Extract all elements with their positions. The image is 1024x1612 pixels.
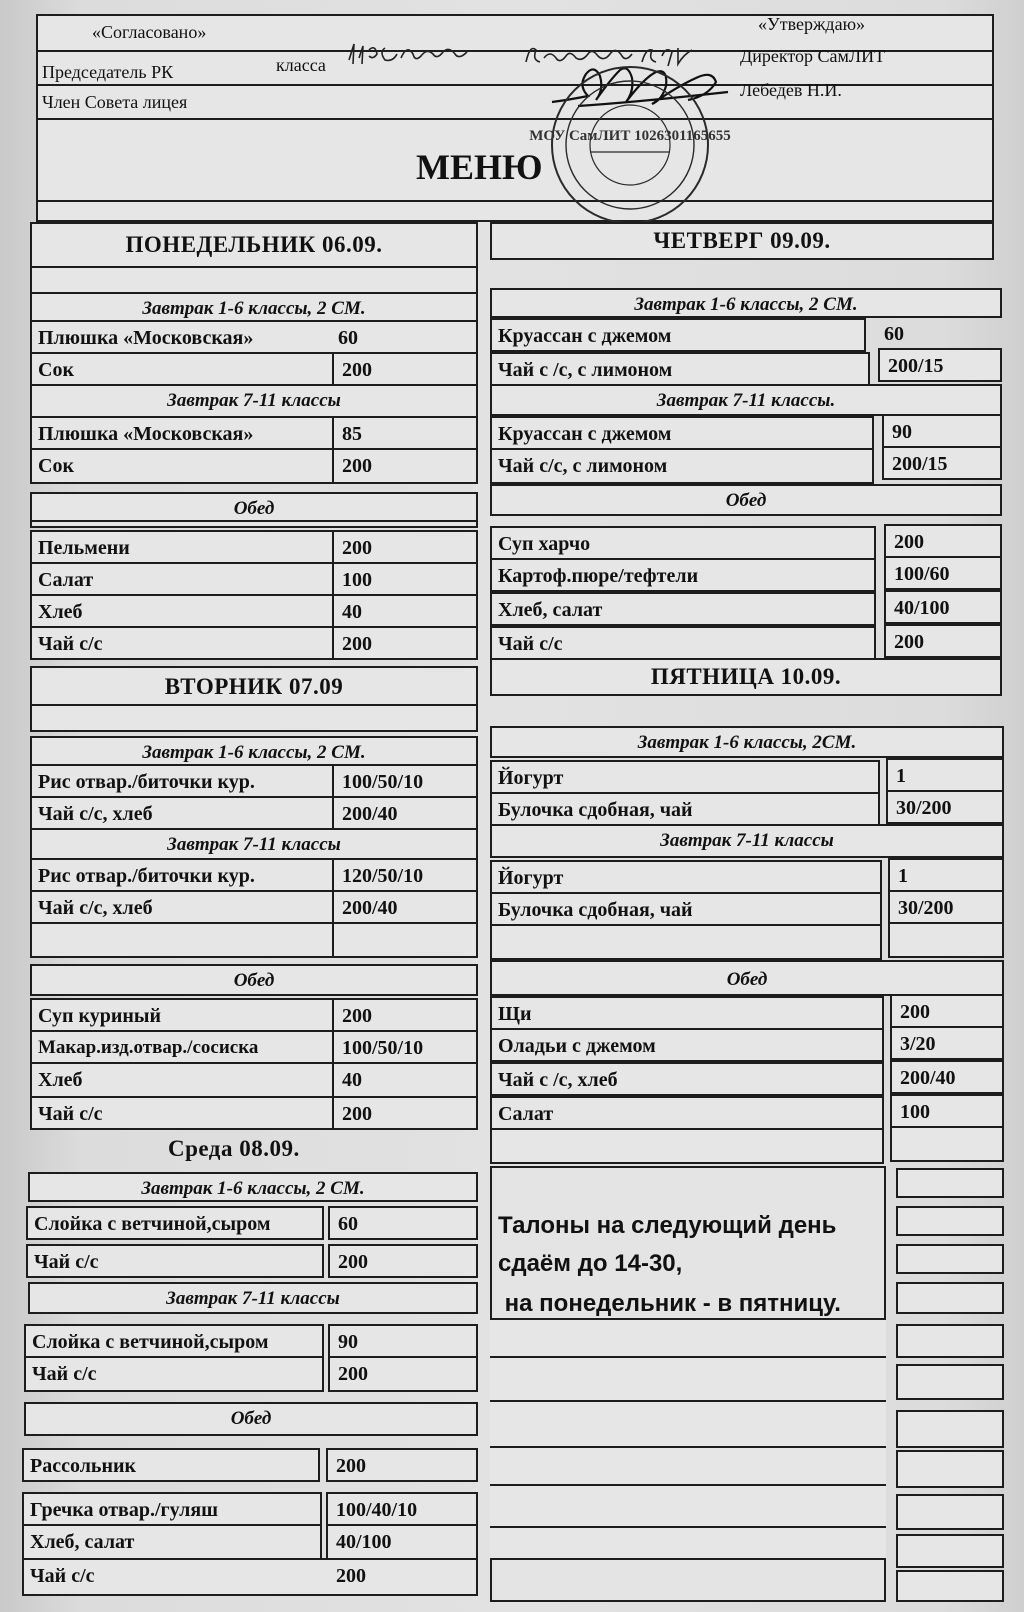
page-title: МЕНЮ xyxy=(416,147,543,187)
tuesday-breakfast1-item: Рис отвар./биточки кур. xyxy=(30,764,334,798)
tuesday-lunch-item: Хлеб xyxy=(30,1062,334,1098)
monday-breakfast2-value: 85 xyxy=(332,416,478,450)
tuesday-lunch-value: 40 xyxy=(332,1062,478,1098)
tuesday-empty-cell xyxy=(30,922,334,958)
friday-breakfast1-item: Йогурт xyxy=(490,760,880,794)
monday-breakfast1-item: Сок xyxy=(30,352,334,386)
wednesday-lunch-value: 200 xyxy=(326,1448,478,1482)
friday-lunch-value: 100 xyxy=(890,1094,1004,1128)
wednesday-lunch-value: 100/40/10 xyxy=(326,1492,478,1526)
thursday-lunch-label: Обед xyxy=(490,484,1002,516)
tuesday-lunch-value: 100/50/10 xyxy=(332,1030,478,1064)
wednesday-lunch-value: 200 xyxy=(336,1565,366,1587)
thursday-breakfast1-item: Чай с /с, с лимоном xyxy=(490,352,870,386)
tuesday-breakfast1-value: 200/40 xyxy=(332,796,478,830)
friday-lunch-item: Чай с /с, хлеб xyxy=(490,1062,884,1096)
class-label: класса xyxy=(276,55,326,75)
approve-label: «Утверждаю» xyxy=(758,14,866,34)
thursday-lunch-item: Картоф.пюре/тефтели xyxy=(490,558,876,592)
empty-cell xyxy=(896,1244,1004,1274)
tuesday-breakfast1-item: Чай с/с, хлеб xyxy=(30,796,334,830)
agreed-label: «Согласовано» xyxy=(92,22,207,42)
monday-lunch-value: 200 xyxy=(332,626,478,660)
friday-breakfast1-value: 1 xyxy=(886,758,1004,792)
empty-cell xyxy=(896,1206,1004,1236)
notice-line-3: на понедельник - в пятницу. xyxy=(498,1290,841,1317)
wednesday-breakfast2-item: Слойка с ветчиной,сыром xyxy=(24,1324,324,1358)
tuesday-lunch-value: 200 xyxy=(332,1096,478,1130)
tuesday-lunch-item: Макар.изд.отвар./сосиска xyxy=(30,1030,334,1064)
tuesday-title: ВТОРНИК 07.09 xyxy=(30,666,478,706)
director-label: Директор СамЛИТ xyxy=(740,46,886,66)
thursday-lunch-item: Суп харчо xyxy=(490,526,876,560)
monday-breakfast2-item: Сок xyxy=(30,448,334,484)
thursday-lunch-item: Хлеб, салат xyxy=(490,592,876,626)
tuesday-breakfast1-value: 100/50/10 xyxy=(332,764,478,798)
tuesday-breakfast1-label: Завтрак 1-6 классы, 2 СМ. xyxy=(30,736,478,766)
thursday-breakfast2-item: Круассан с джемом xyxy=(490,416,874,450)
thursday-breakfast1-value: 60 xyxy=(884,323,904,345)
council-member-label: Член Совета лицея xyxy=(42,92,188,112)
friday-lunch-value: 3/20 xyxy=(890,1026,1004,1060)
wednesday-breakfast2-value: 200 xyxy=(328,1356,478,1392)
notice-empty-row xyxy=(490,1484,886,1528)
empty-cell xyxy=(896,1494,1004,1530)
monday-breakfast2-value: 200 xyxy=(332,448,478,484)
friday-lunch-value: 200 xyxy=(890,994,1004,1028)
friday-breakfast2-label: Завтрак 7-11 классы xyxy=(490,824,1004,858)
thursday-breakfast2-label: Завтрак 7-11 классы. xyxy=(490,384,1002,416)
friday-breakfast2-item: Йогурт xyxy=(490,860,882,894)
empty-cell xyxy=(896,1282,1004,1314)
notice-empty-row xyxy=(490,1446,886,1486)
empty-cell xyxy=(896,1410,1004,1448)
monday-breakfast2-item: Плюшка «Московская» xyxy=(30,416,334,450)
monday-lunch-item: Хлеб xyxy=(30,594,334,628)
empty-cell xyxy=(896,1324,1004,1358)
monday-spacer xyxy=(30,266,478,294)
wednesday-breakfast2-label: Завтрак 7-11 классы xyxy=(28,1282,478,1314)
thursday-title: ЧЕТВЕРГ 09.09. xyxy=(490,222,994,260)
tuesday-breakfast2-value: 200/40 xyxy=(332,890,478,924)
monday-breakfast2-label: Завтрак 7-11 классы xyxy=(30,384,478,418)
wednesday-lunch-item: Чай с/с xyxy=(30,1565,95,1587)
friday-lunch-item: Оладьи с джемом xyxy=(490,1028,884,1062)
handwritten-class-name xyxy=(345,40,475,70)
wednesday-lunch-item: Хлеб, салат xyxy=(22,1524,322,1560)
tuesday-spacer xyxy=(30,704,478,732)
monday-lunch-spacer xyxy=(30,520,478,528)
thursday-lunch-value: 200 xyxy=(884,624,1002,658)
thursday-lunch-value: 200 xyxy=(884,524,1002,558)
tuesday-breakfast2-item: Рис отвар./биточки кур. xyxy=(30,858,334,892)
friday-lunch-item: Щи xyxy=(490,996,884,1030)
monday-lunch-value: 40 xyxy=(332,594,478,628)
thursday-lunch-item: Чай с/с xyxy=(490,626,876,660)
friday-breakfast1-label: Завтрак 1-6 классы, 2СМ. xyxy=(490,726,1004,758)
empty-cell xyxy=(896,1168,1004,1198)
thursday-breakfast2-item: Чай с/с, с лимоном xyxy=(490,448,874,484)
tuesday-breakfast2-value: 120/50/10 xyxy=(332,858,478,892)
stamp-text: МОУ СамЛИТ 1026301165655 xyxy=(529,128,731,144)
notice-line-1: Талоны на следующий день xyxy=(498,1212,837,1239)
friday-breakfast1-value: 30/200 xyxy=(886,790,1004,824)
chairman-label: Председатель РК xyxy=(42,62,174,82)
friday-title: ПЯТНИЦА 10.09. xyxy=(490,658,1002,696)
monday-lunch-value: 200 xyxy=(332,530,478,564)
wednesday-lunch-value: 40/100 xyxy=(326,1524,478,1560)
friday-breakfast2-item: Булочка сдобная, чай xyxy=(490,892,882,926)
thursday-breakfast1-label: Завтрак 1-6 классы, 2 СМ. xyxy=(490,288,1002,318)
monday-lunch-item: Чай с/с xyxy=(30,626,334,660)
friday-empty-cell xyxy=(890,1126,1004,1162)
monday-lunch-item: Салат xyxy=(30,562,334,596)
thursday-breakfast1-item: Круассан с джемом xyxy=(490,318,866,352)
notice-empty-row xyxy=(490,1400,886,1448)
wednesday-title: Среда 08.09. xyxy=(168,1136,300,1161)
friday-breakfast2-value: 1 xyxy=(888,858,1004,892)
header-row-5 xyxy=(36,200,994,222)
wednesday-breakfast2-value: 90 xyxy=(328,1324,478,1358)
tuesday-breakfast2-label: Завтрак 7-11 классы xyxy=(30,828,478,860)
friday-lunch-label: Обед xyxy=(490,960,1004,996)
friday-empty-cell xyxy=(888,922,1004,958)
thursday-lunch-value: 40/100 xyxy=(884,590,1002,624)
empty-cell xyxy=(896,1364,1004,1400)
friday-lunch-item: Салат xyxy=(490,1096,884,1130)
thursday-breakfast1-value: 200/15 xyxy=(878,348,1002,382)
monday-breakfast1-item: Плюшка «Московская» xyxy=(30,320,478,354)
monday-lunch-value: 100 xyxy=(332,562,478,596)
monday-breakfast1-value: 200 xyxy=(332,352,478,386)
monday-title: ПОНЕДЕЛЬНИК 06.09. xyxy=(30,222,478,268)
wednesday-breakfast1-item: Чай с/с xyxy=(26,1244,324,1278)
empty-cell xyxy=(896,1450,1004,1488)
director-name: Лебедев Н.И. xyxy=(740,80,842,100)
wednesday-breakfast1-value: 60 xyxy=(328,1206,478,1240)
monday-breakfast1-label: Завтрак 1-6 классы, 2 СМ. xyxy=(30,292,478,322)
notice-empty-row xyxy=(490,1356,886,1402)
tuesday-lunch-value: 200 xyxy=(332,998,478,1032)
tuesday-breakfast2-item: Чай с/с, хлеб xyxy=(30,890,334,924)
tuesday-lunch-label: Обед xyxy=(30,964,478,996)
empty-cell xyxy=(896,1570,1004,1602)
friday-empty-cell xyxy=(490,924,882,960)
wednesday-breakfast1-value: 200 xyxy=(328,1244,478,1278)
thursday-breakfast2-value: 200/15 xyxy=(882,446,1002,480)
notice-empty-row xyxy=(490,1318,886,1358)
notice-line-2: сдаём до 14-30, xyxy=(498,1250,683,1277)
tuesday-empty-cell xyxy=(332,922,478,958)
friday-empty-cell xyxy=(490,1128,884,1164)
wednesday-breakfast1-label: Завтрак 1-6 классы, 2 СМ. xyxy=(28,1172,478,1202)
monday-breakfast1-value: 60 xyxy=(338,327,358,349)
official-stamp xyxy=(529,60,731,230)
tuesday-lunch-item: Суп куриный xyxy=(30,998,334,1032)
monday-lunch-label: Обед xyxy=(30,492,478,522)
monday-lunch-item: Пельмени xyxy=(30,530,334,564)
friday-lunch-value: 200/40 xyxy=(890,1060,1004,1094)
wednesday-breakfast2-item: Чай с/с xyxy=(24,1356,324,1392)
wednesday-breakfast1-item: Слойка с ветчиной,сыром xyxy=(26,1206,324,1240)
thursday-breakfast2-value: 90 xyxy=(882,414,1002,448)
friday-breakfast1-item: Булочка сдобная, чай xyxy=(490,792,880,826)
notice-empty-row xyxy=(490,1526,886,1560)
tuesday-lunch-item: Чай с/с xyxy=(30,1096,334,1130)
wednesday-lunch-label: Обед xyxy=(24,1402,478,1436)
empty-cell xyxy=(896,1534,1004,1568)
wednesday-lunch-item: Гречка отвар./гуляш xyxy=(22,1492,322,1526)
thursday-lunch-value: 100/60 xyxy=(884,556,1002,590)
friday-breakfast2-value: 30/200 xyxy=(888,890,1004,924)
wednesday-lunch-item: Рассольник xyxy=(22,1448,320,1482)
